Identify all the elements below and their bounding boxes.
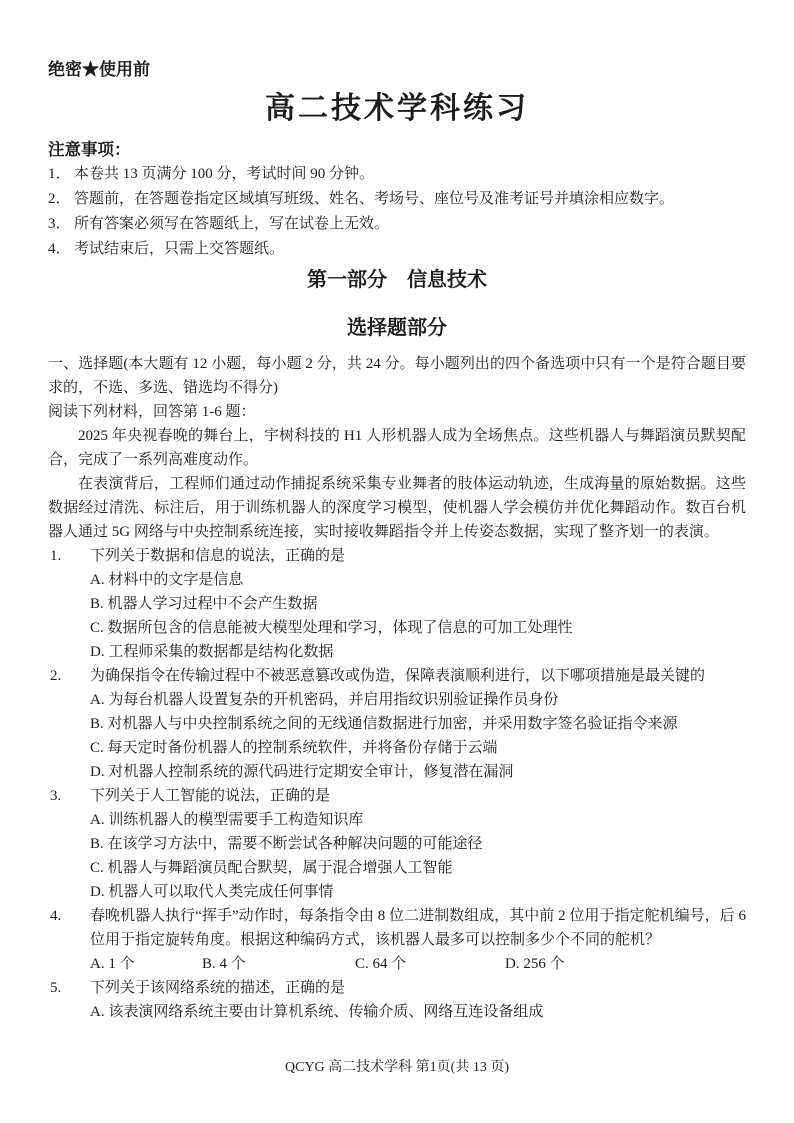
notice-number: 1． <box>48 166 71 182</box>
question-body <box>90 784 746 904</box>
question-4 <box>48 904 746 976</box>
question-3 <box>48 784 746 904</box>
notice-text: 考试结束后，只需上交答题纸。 <box>74 241 285 257</box>
option-a: A. 1 个 <box>90 956 135 972</box>
notice-item <box>48 187 746 212</box>
question-body <box>90 664 746 784</box>
option-a: A. 训练机器人的模型需要手工构造知识库 <box>90 812 364 828</box>
option-d: D. 机器人可以取代人类完成任何事情 <box>90 884 334 900</box>
inline-options-row <box>90 952 746 976</box>
question-number: 3. <box>50 788 62 804</box>
option-a: A. 为每台机器人设置复杂的开机密码，并启用指纹识别验证操作员身份 <box>90 692 559 708</box>
option-b: B. 对机器人与中央控制系统之间的无线通信数据进行加密，并采用数字签名验证指令来源 <box>90 716 678 732</box>
option-b: B. 4 个 <box>202 956 246 972</box>
page-footer: QCYG 高二技术学科 第1页(共 13 页) <box>285 1060 509 1075</box>
notice-item <box>48 237 746 262</box>
question-stem: 为确保指令在传输过程中不被恶意篡改或伪造，保障表演顺利进行，以下哪项措施是最关键的 <box>90 668 706 684</box>
reading-prompt: 阅读下列材料，回答第 1-6 题： <box>48 404 256 420</box>
notice-item <box>48 212 746 237</box>
option-b: B. 机器人学习过程中不会产生数据 <box>90 596 318 612</box>
reading-material <box>48 424 746 544</box>
question-number: 5. <box>50 980 62 996</box>
option-b: B. 在该学习方法中，需要不断尝试各种解决问题的可能途径 <box>90 836 483 852</box>
material-paragraph: 2025 年央视春晚的舞台上，宇树科技的 H1 人形机器人成为全场焦点。这些机器人与舞蹈演员默契配合，完成了一系列高难度动作。 <box>48 428 746 468</box>
notice-item <box>48 162 746 187</box>
question-number: 4. <box>50 908 62 924</box>
notice-text: 本卷共 13 页满分 100 分，考试时间 90 分钟。 <box>74 166 375 182</box>
section-intro: 一、选择题(本大题有 12 小题，每小题 2 分，共 24 分。每小题列出的四个备选项中只有一个是符合题目要求的，不选、多选、错选均不得分) <box>48 356 746 396</box>
notice-number: 2． <box>48 191 71 207</box>
question-stem: 下列关于数据和信息的说法，正确的是 <box>90 548 346 564</box>
question-2 <box>48 664 746 784</box>
part-heading: 第一部分 信息技术 <box>307 269 487 291</box>
notice-text: 答题前，在答题卷指定区域填写班级、姓名、考场号、座位号及准考证号并填涂相应数字。 <box>74 191 675 207</box>
option-a: A. 材料中的文字是信息 <box>90 572 244 588</box>
notice-number: 4． <box>48 241 71 257</box>
option-d: D. 256 个 <box>505 956 565 972</box>
classification-label: 绝密★使用前 <box>48 60 150 79</box>
option-c: C. 每天定时备份机器人的控制系统软件，并将备份存储于云端 <box>90 740 498 756</box>
question-body <box>90 544 746 664</box>
notice-text: 所有答案必须写在答题纸上，写在试卷上无效。 <box>74 216 390 232</box>
option-c: C. 64 个 <box>355 956 407 972</box>
option-d: D. 对机器人控制系统的源代码进行定期安全审计，修复潜在漏洞 <box>90 764 514 780</box>
question-stem: 下列关于人工智能的说法，正确的是 <box>90 788 331 804</box>
notice-number: 3． <box>48 216 71 232</box>
notices-heading: 注意事项： <box>48 140 131 159</box>
question-1 <box>48 544 746 664</box>
question-number: 2. <box>50 668 62 684</box>
page-title: 高二技术学科练习 <box>265 92 529 125</box>
question-body <box>90 976 746 1024</box>
question-body <box>90 904 746 976</box>
question-number: 1. <box>50 548 62 564</box>
option-c: C. 数据所包含的信息能被大模型处理和学习，体现了信息的可加工处理性 <box>90 620 573 636</box>
section-heading: 选择题部分 <box>347 317 447 339</box>
option-d: D. 工程师采集的数据都是结构化数据 <box>90 644 334 660</box>
material-paragraph: 在表演背后，工程师们通过动作捕捉系统采集专业舞者的肢体运动轨迹，生成海量的原始数据。这些数据经过清洗、标注后，用于训练机器人的深度学习模型，使机器人学会模仿并优化舞蹈动作。数百台机器人通过 5G 网络与中央控制系统连接，实时接收舞蹈指令并上传姿态数据，实现了整齐划一的表演。 <box>48 476 746 540</box>
option-c: C. 机器人与舞蹈演员配合默契，属于混合增强人工智能 <box>90 860 453 876</box>
question-5 <box>48 976 746 1024</box>
option-a: A. 该表演网络系统主要由计算机系统、传输介质、网络互连设备组成 <box>90 1004 544 1020</box>
question-stem: 下列关于该网络系统的描述，正确的是 <box>90 980 346 996</box>
question-stem: 春晚机器人执行“挥手”动作时，每条指令由 8 位二进制数组成，其中前 2 位用于指定舵机编号，后 6 位用于指定旋转角度。根据这种编码方式，该机器人最多可以控制多少个不同的舵机？ <box>90 908 746 948</box>
